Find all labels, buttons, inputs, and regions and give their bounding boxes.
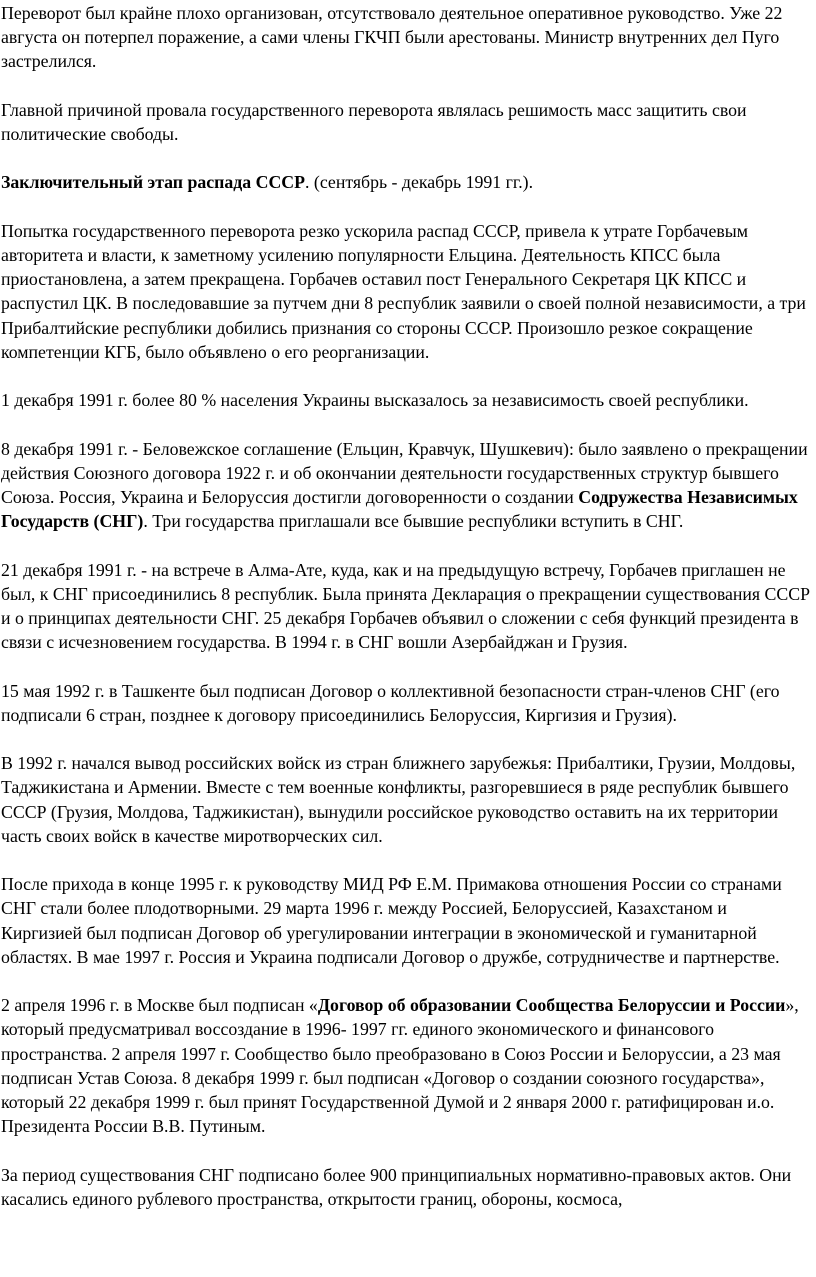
paragraph-text: », который предусматривал воссоздание в 1996- 1997 гг. единого экономического и финансового пространства. 2 апреля 1997 г. Сообщество было преобразовано в Союз России и Белоруссии, а 23 мая подписан Устав Союза. 8 декабря 1999 г. был подписан «Договор о создании союзного государства», который 22 декабря 1999 г. был принят Государственной Думой и 2 января 2000 г. ратифицирован и.о. Президента России В.В. Путиным. [1, 995, 799, 1137]
paragraph-text: . Три государства приглашали все бывшие республики вступить в СНГ. [143, 511, 684, 532]
paragraph-text: Переворот был крайне плохо организован, отсутствовало деятельное оперативное руководство. Уже 22 августа он потерпел поражение, а сами члены ГКЧП были арестованы. Министр внутренних дел Пуго застрелился. [1, 3, 783, 72]
paragraph-primakov-relations [1, 872, 811, 969]
paragraph-alma-ata-meeting [1, 558, 811, 655]
paragraph-cis-agreements [1, 1163, 811, 1211]
paragraph-troop-withdrawal [1, 751, 811, 848]
paragraph-text: Попытка государственного переворота резко ускорила распад СССР, привела к утрате Горбачевым авторитета и власти, к заметному усилению популярности Ельцина. Деятельность КПСС была приостановлена, а затем прекращена. Горбачев оставил пост Генерального Секретаря ЦК КПСС и распустил ЦК. В последовавшие за путчем дни 8 республик заявили о своей полной независимости, а три Прибалтийские республики добились признания со стороны СССР. Произошло резкое сокращение компетенции КГБ, было объявлено о его реорганизации. [1, 220, 806, 362]
paragraph-text: 8 декабря 1991 г. - Беловежское соглашение (Ельцин, Кравчук, Шушкевич): было заявлено о прекращении действия Союзного договора 1922 г. и об окончании деятельности государственных структур бывшего Союза. Россия, Украина и Белоруссия достигли договоренности о создании [1, 438, 808, 507]
paragraph-belovezh-agreement [1, 437, 811, 534]
paragraph-text: 15 мая 1992 г. в Ташкенте был подписан Договор о коллективной безопасности стран-членов СНГ (его подписали 6 стран, позднее к договору присоединились Белоруссия, Киргизия и Грузия). [1, 680, 780, 725]
paragraph-coup-failure [1, 1, 811, 74]
paragraph-text: 2 апреля 1996 г. в Москве был подписан « [1, 995, 318, 1016]
section-heading-final-stage [1, 170, 811, 194]
paragraph-ukraine-referendum [1, 388, 811, 412]
paragraph-text: . (сентябрь - декабрь 1991 гг.). [305, 172, 534, 193]
bold-text: Заключительный этап распада СССР [1, 172, 306, 193]
paragraph-text: 1 декабря 1991 г. более 80 % населения Украины высказалось за независимость своей республики. [1, 390, 749, 411]
paragraph-text: Главной причиной провала государственного переворота являлась решимость масс защитить свои политические свободы. [1, 99, 747, 144]
paragraph-text: 21 декабря 1991 г. - на встрече в Алма-Ате, куда, как и на предыдущую встречу, Горбачев приглашен не был, к СНГ присоединились 8 республик. Была принята Декларация о прекращении существования СССР и о принципах деятельности СНГ. 25 декабря Горбачев объявил о сложении с себя функций президента в связи с исчезновением государства. В 1994 г. в СНГ вошли Азербайджан и Грузия. [1, 559, 811, 653]
paragraph-text: В 1992 г. начался вывод российских войск из стран ближнего зарубежья: Прибалтики, Грузии, Молдовы, Таджикистана и Армении. Вместе с тем военные конфликты, разгоревшиеся в ряде республик бывшего СССР (Грузия, Молдова, Таджикистан), вынудили российское руководство оставить на их территории часть своих войск в качестве миротворческих сил. [1, 753, 796, 846]
paragraph-collapse-acceleration [1, 219, 811, 364]
bold-text: Договор об образовании Сообщества Белоруссии и России [317, 995, 786, 1016]
paragraph-belarus-russia-union [1, 993, 811, 1138]
paragraph-main-cause [1, 98, 811, 146]
paragraph-text: После прихода в конце 1995 г. к руководству МИД РФ Е.М. Примакова отношения России со странами СНГ стали более плодотворными. 29 марта 1996 г. между Россией, Белоруссией, Казахстаном и Киргизией был подписан Договор об урегулировании интеграции в экономической и гуманитарной областях. В мае 1997 г. Россия и Украина подписали Договор о дружбе, сотрудничестве и партнерстве. [1, 874, 782, 967]
paragraph-tashkent-treaty [1, 679, 811, 727]
bold-text: Содружества Независимых Государств (СНГ) [1, 486, 798, 532]
paragraph-text: За период существования СНГ подписано более 900 принципиальных нормативно-правовых актов. Они касались единого рублевого пространства, открытости границ, обороны, космоса, [1, 1164, 792, 1209]
